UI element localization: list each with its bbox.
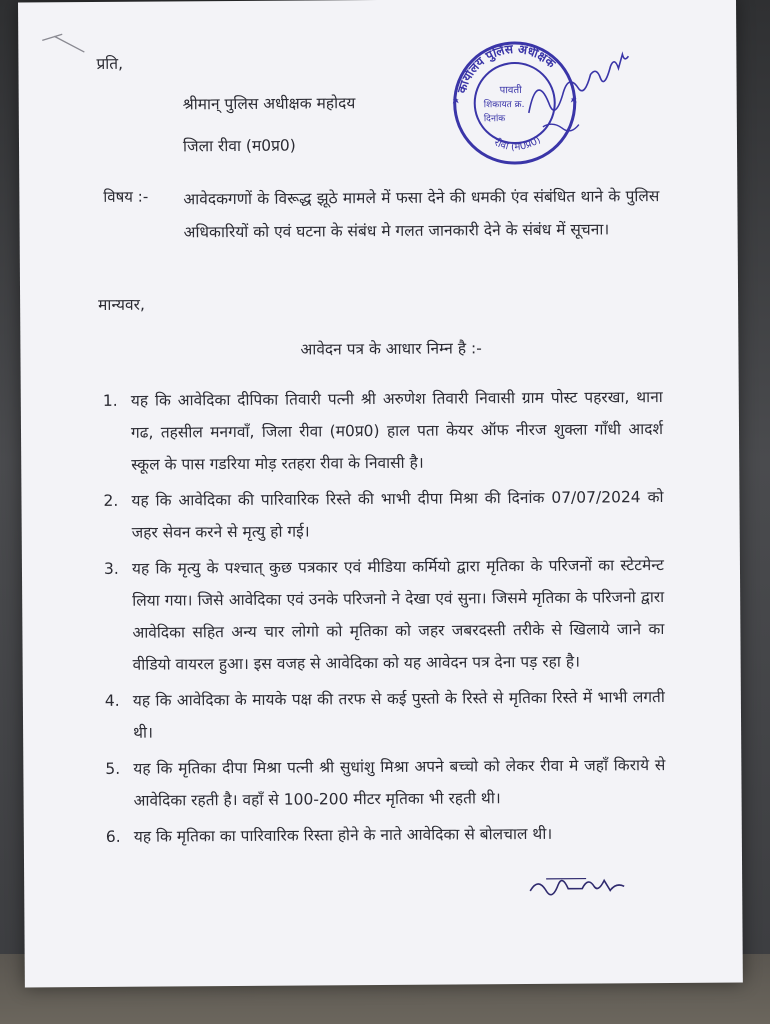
list-item — [106, 817, 666, 853]
addressee: श्रीमान् पुलिस अधीक्षक महोदय — [182, 94, 356, 114]
item-number: 3. — [103, 559, 119, 578]
stamp-outer-text: कार्यालय पुलिस अधीक्षक — [454, 41, 559, 95]
grounds-list — [103, 381, 666, 853]
letter-page — [18, 0, 743, 987]
item-number: 2. — [103, 491, 119, 510]
handwritten-annotation — [543, 124, 579, 131]
item-text: यह कि आवेदिका दीपिका तिवारी पत्नी श्री अरुणेश तिवारी निवासी ग्राम पोस्ट पहरखा, थाना गढ, तहसील मनगवाँ, जिला रीवा (म0प्र0) हाल पता केयर ऑफ नीरज शुक्ला गाँधी आदर्श स्कूल के पास गडरिया मोड़ रतहरा रीवा के निवासी है। — [130, 388, 664, 474]
list-item — [105, 681, 665, 749]
item-text: यह कि मृतिका दीपा मिश्रा पत्नी श्री सुधांशु मिश्रा अपने बच्चो को लेकर रीवा मे जहाँ किराये से आवेदिका रहती है। वहाँ से 100-200 मीटर मृतिका भी रहती थी। — [133, 756, 666, 810]
greeting: मान्यवर, — [98, 295, 145, 314]
pen-stroke-mark — [40, 30, 90, 60]
list-item — [105, 749, 665, 817]
list-item — [103, 381, 664, 481]
list-item — [103, 481, 663, 549]
grounds-heading: आवेदन पत्र के आधार निम्न है :- — [300, 339, 482, 359]
item-text: यह कि आवेदिका की पारिवारिक रिस्ते की भाभी दीपा मिश्रा की दिनांक 07/07/2024 को जहर सेवन करने से मृत्यु हो गई। — [131, 488, 664, 542]
stamp-inner-line3: दिनांक — [483, 114, 506, 125]
item-number: 5. — [105, 759, 121, 778]
handwritten-signature — [526, 866, 636, 907]
item-number: 1. — [102, 391, 118, 410]
subject-text: आवेदकगणों के विरूद्ध झूठे मामले में फसा देने की धमकी एंव संबंधित थाने के पुलिस अधिकारियों को एवं घटना के संबंध मे गलत जानकारी देने के संबंध में सूचना। — [183, 187, 660, 242]
salutation-to: प्रति, — [96, 54, 124, 73]
item-text: यह कि आवेदिका के मायके पक्ष की तरफ से कई पुस्तो के रिस्ते से मृतिका रिस्ते में भाभी लगती थी। — [132, 688, 665, 742]
district-line: जिला रीवा (म0प्र0) — [182, 136, 296, 156]
subject-label: विषय :- — [103, 187, 149, 206]
stamp-inner-line1: पावती — [499, 84, 522, 97]
item-text: यह कि मृत्यु के पश्चात् कुछ पत्रकार एवं मीडिया कर्मियो द्वारा मृतिका के परिजनों का स्टेटमेन्ट लिया गया। जिसे आवेदिका एवं उनके परिजनो ने देखा एवं सुना। जिसमे मृतिका के परिजनो द्वारा आवेदिका सहित अन्य चार लोगो को मृतिका को जहर जबरदस्ती तरीके से खिलाये जाने का वीडियो वायरल हुआ। इस वजह से आवेदिका को यह आवेदन पत्र देना पड़ रहा है। — [131, 556, 665, 674]
item-number: 4. — [104, 691, 120, 710]
stamp-bottom-text: रीवा (म0प्र0) — [492, 134, 543, 154]
office-receipt-stamp — [446, 40, 647, 171]
list-item — [104, 549, 665, 681]
item-text: यह कि मृतिका का पारिवारिक रिस्ता होने के नाते आवेदिका से बोलचाल थी। — [133, 824, 553, 846]
svg-text:रीवा (म0प्र0) — [492, 134, 543, 153]
item-number: 6. — [105, 827, 121, 846]
stamp-inner-line2: शिकायत क्र. — [483, 99, 525, 111]
